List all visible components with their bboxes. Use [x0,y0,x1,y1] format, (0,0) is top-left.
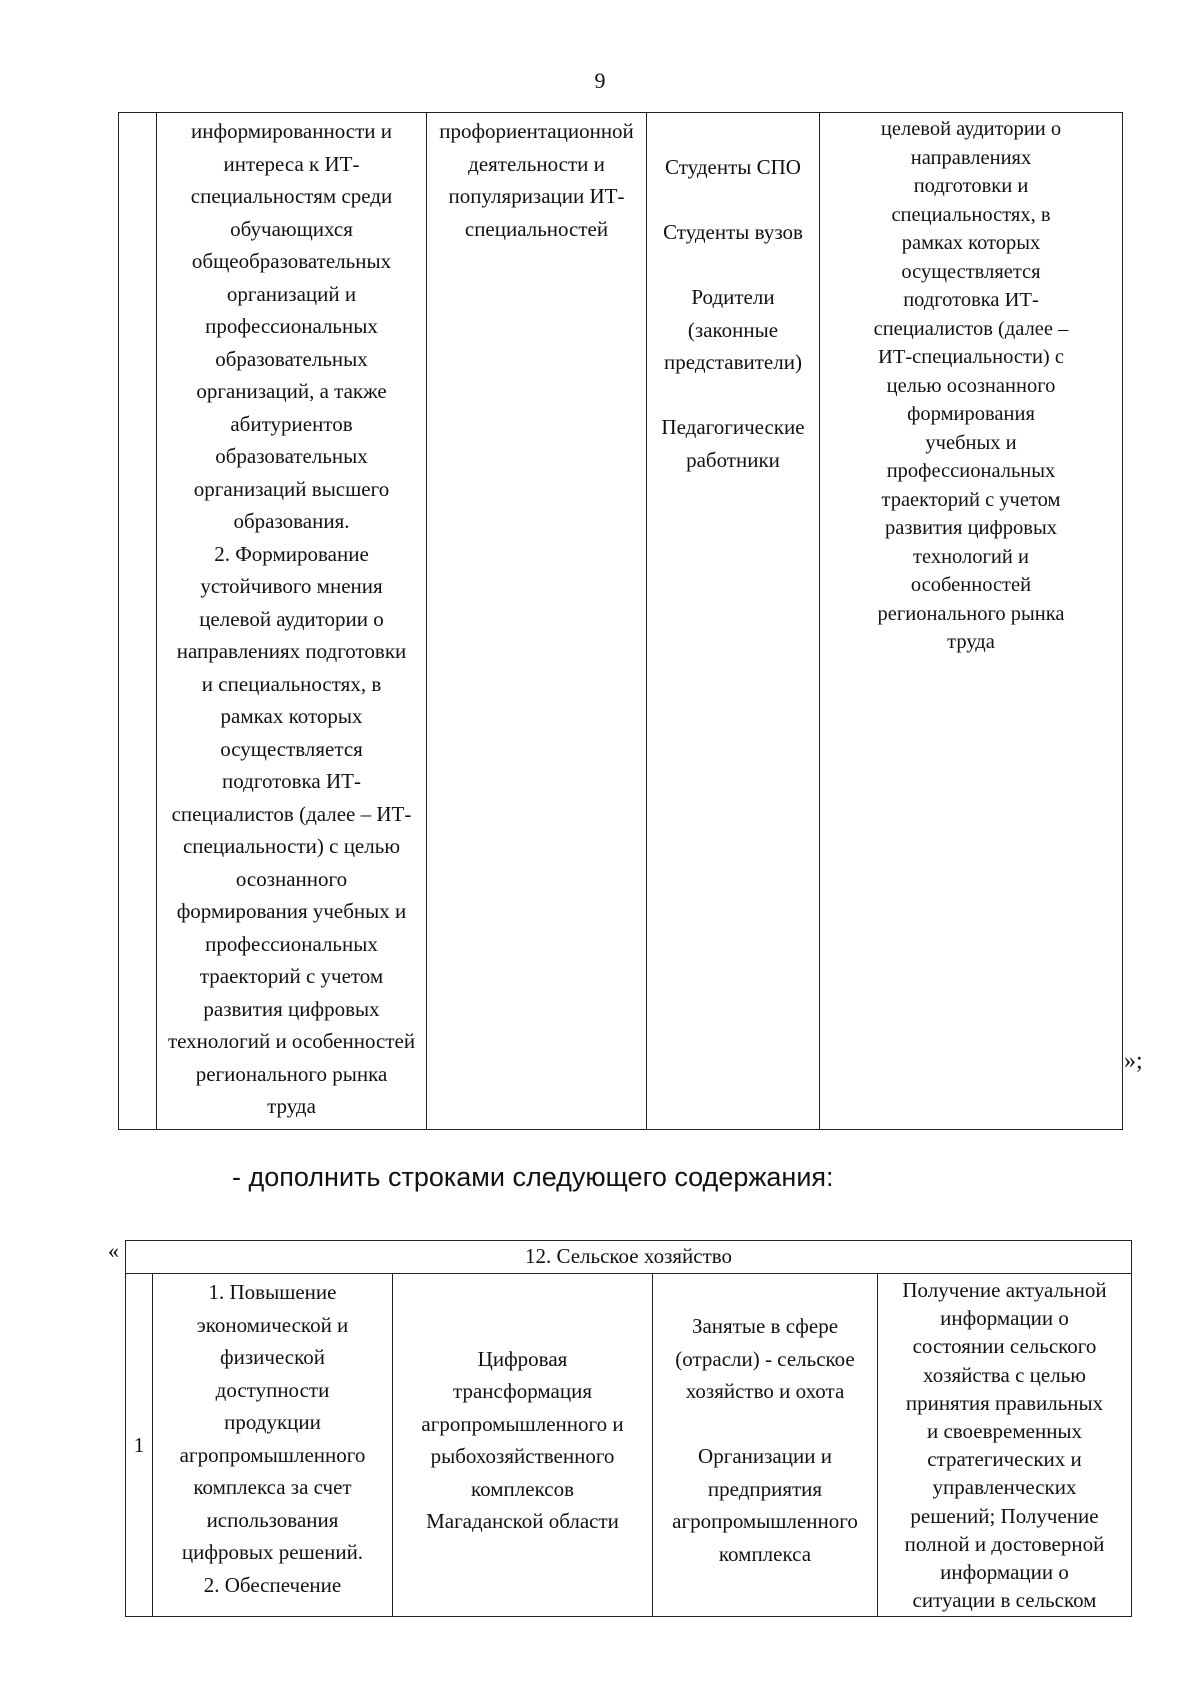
result-cell: целевой аудитории о направлениях подготовки и специальностях, в рамках которых осуществляется подготовка ИТ- специалистов (далее – ИТ-специальности) с целью осознанного формирования учебных и профессиональных траекторий с учетом развития цифровых технологий и особенностей регионального рынка труда [820,113,1123,1130]
goals-cell: 1. Повышение экономической и физической доступности продукции агропромышленного комплекса за счет использования цифровых решений. 2. Обеспечение [153,1274,393,1617]
section-title: 12. Сельское хозяйство [126,1241,1132,1274]
audience-cell: Занятые в сфере (отрасли) - сельское хозяйство и охота Организации и предприятия агропромышленного комплекса [653,1274,878,1617]
row-number: 1 [126,1274,153,1617]
closing-quote: »; [1124,1048,1143,1074]
number-cell [119,113,157,1130]
page-number: 9 [594,68,606,93]
goals-cell: информированности и интереса к ИТ- специальностям среди обучающихся общеобразовательных организаций и профессиональных образовательных организаций, а также абитуриентов образовательных организаций высшего образования. 2. Формирование устойчивого мнения целевой аудитории о направлениях подготовки и специальностях, в рамках которых осуществляется подготовка ИТ- специалистов (далее – ИТ- специальности) с целью осознанного формирования учебных и профессиональных траекторий с учетом развития цифровых технологий и особенностей регионального рынка труда [157,113,427,1130]
table-row [126,1274,1132,1617]
opening-quote: « [108,1238,119,1263]
continuation-table [118,112,1123,1130]
table-row [119,113,1123,1130]
section-header-row [126,1241,1132,1274]
addition-table [125,1240,1132,1617]
instruction-text: - дополнить строками следующего содержания: [232,1162,834,1192]
result-cell: Получение актуальной информации о состоянии сельского хозяйства с целью принятия правильных и своевременных стратегических и управленческих решений; Получение полной и достоверной информации о ситуации в сельском [878,1274,1132,1617]
audience-cell: Студенты СПО Студенты вузов Родители (законные представители) Педагогические работники [647,113,820,1130]
project-cell: профориентационной деятельности и популяризации ИТ- специальностей [427,113,647,1130]
project-cell: Цифровая трансформация агропромышленного и рыбохозяйственного комплексов Магаданской области [393,1274,653,1617]
